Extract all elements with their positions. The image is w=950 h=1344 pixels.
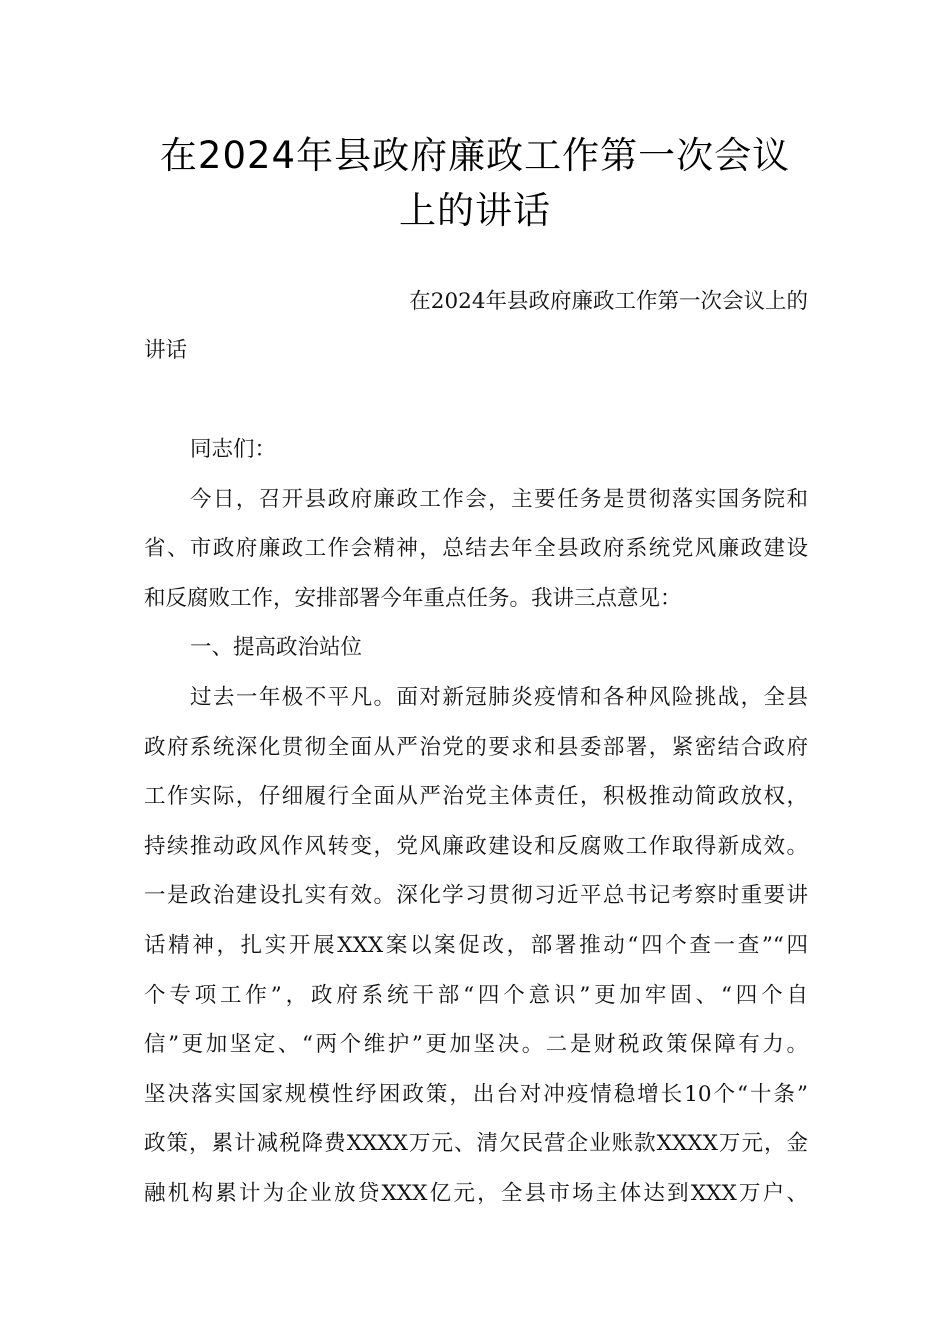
body-line: 融机构累计为企业放贷XXX亿元，全县市场主体达到XXX万户、 [144,1180,808,1206]
document-body [144,425,808,1219]
body-line: 省、市政府廉政工作会精神，总结去年全县政府系统党风廉政建设 [144,536,808,562]
subtitle-line-2: 讲话 [144,338,188,363]
body-line: 过去一年极不平凡。面对新冠肺炎疫情和各种风险挑战，全县 [190,684,808,710]
body-line: 政策，累计减税降费XXXX万元、清欠民营企业账款XXXX万元，金 [144,1131,808,1157]
document-title [120,128,830,238]
body-line: 话精神，扎实开展XXX案以案促改，部署推动“四个查一查”“四 [144,932,808,958]
body-line: 一是政治建设扎实有效。深化学习贯彻习近平总书记考察时重要讲 [144,883,808,909]
title-line-2: 上的讲话 [399,189,551,232]
body-line: 工作实际，仔细履行全面从严治党主体责任，积极推动简政放权， [144,784,808,810]
section-heading: 一、提高政治站位 [190,635,363,661]
body-line: 和反腐败工作，安排部署今年重点任务。我讲三点意见： [144,585,682,611]
salutation: 同志们： [190,437,277,462]
body-line: 信”更加坚定、“两个维护”更加坚决。二是财税政策保障有力。 [144,1032,808,1058]
document-subtitle [144,280,808,373]
body-line: 坚决落实国家规模性纾困政策，出台对冲疫情稳增长10个“十条” [144,1081,808,1107]
body-line: 个专项工作”，政府系统干部“四个意识”更加牢固、“四个自 [144,982,808,1008]
body-line: 今日，召开县政府廉政工作会，主要任务是贯彻落实国务院和 [190,486,808,512]
title-line-1: 在2024年县政府廉政工作第一次会议 [159,134,791,177]
body-line: 持续推动政风作风转变，党风廉政建设和反腐败工作取得新成效。 [144,833,808,859]
body-line: 政府系统深化贯彻全面从严治党的要求和县委部署，紧密结合政府 [144,734,808,760]
subtitle-line-1: 在2024年县政府廉政工作第一次会议上的 [409,289,808,314]
